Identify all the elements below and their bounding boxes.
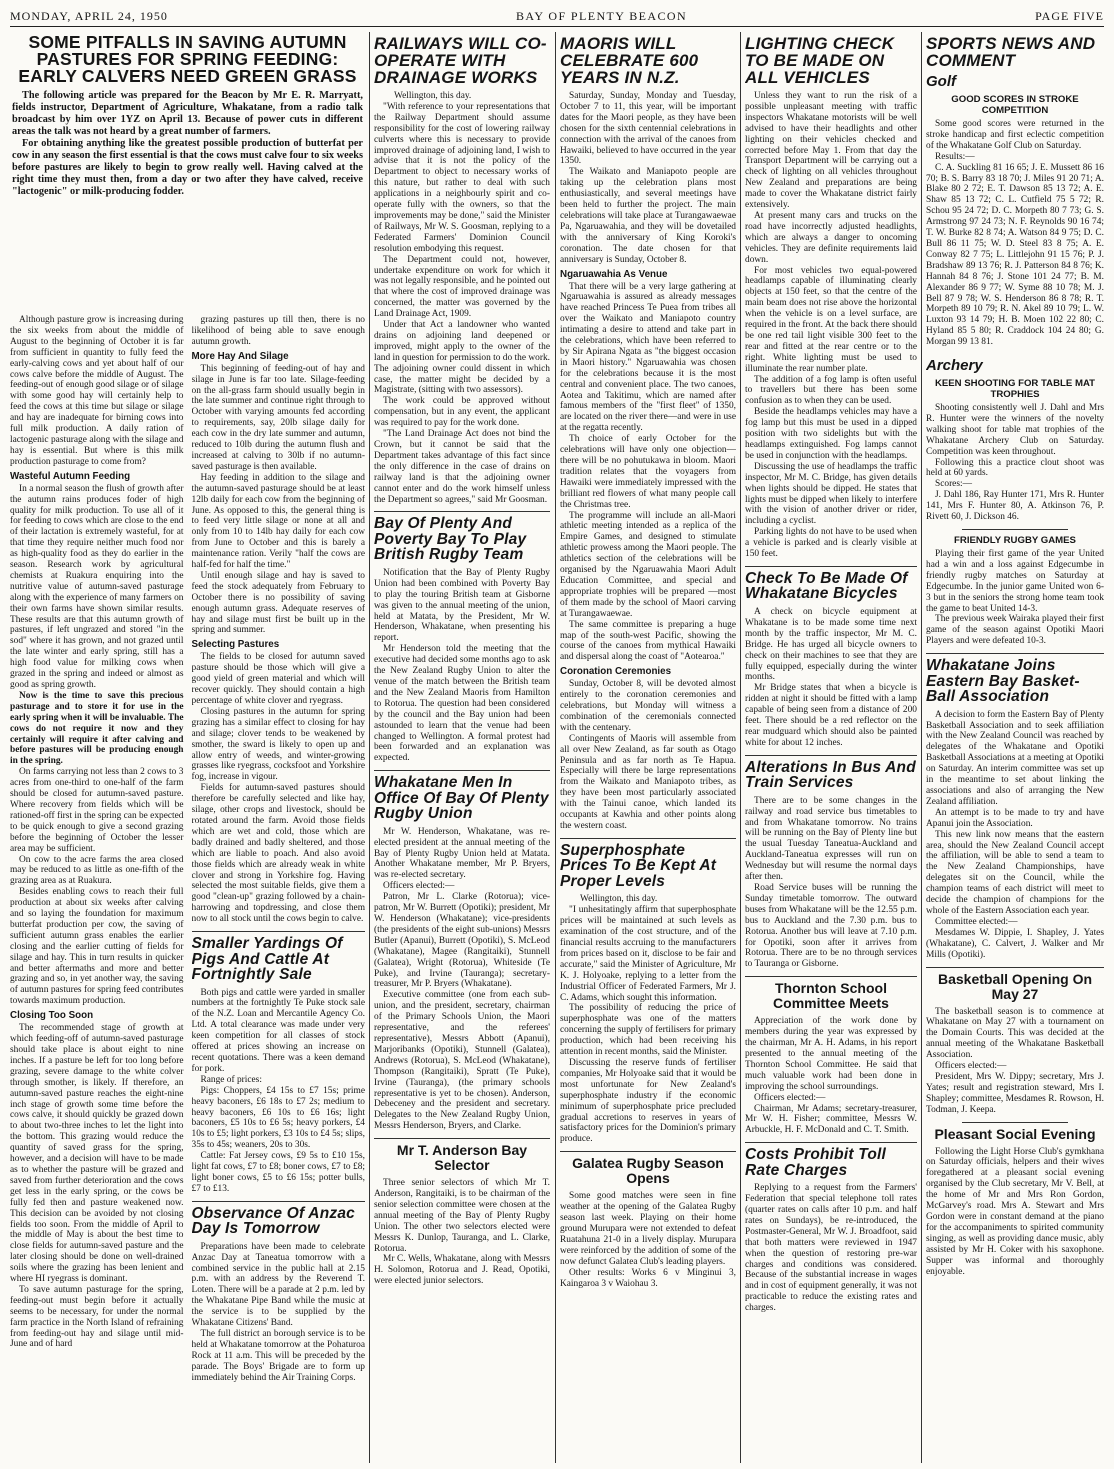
divider [962, 1122, 1069, 1123]
paragraph: Other results: Works 6 v Minginui 3, Kaingaroa 3 v Waiohau 3. [560, 1267, 736, 1289]
lead-body-col-b [192, 315, 366, 1463]
column-3 [374, 32, 550, 1463]
paragraph: Mesdames W. Dippie, I. Shapley, J. Yates (Whakatane), C. Calvert, J. Walker and Mr Mills (Opotiki). [926, 927, 1104, 960]
paragraph: Patron, Mr L. Clarke (Rotorua); vice-patron, Mr W. Burrett (Opotiki); president, Mr W. Henderson (Whakatane); vice-presidents (the presidents of the eight sub-unions) Messrs Butler (Apanui), Burrett (Opotiki), S. McLeod (Whakatane), Magee (Rangitaiki), Stunnell (Galatea), Wright (Rotorua), Whiteside (Te Puke), and Irvine (Tauranga); secretary-treasurer, Mr P. Bryers (Whakatane). [374, 892, 550, 990]
column-rule [921, 32, 922, 1463]
paragraph: President, Mrs W. Dippy; secretary, Mrs J. Yates; result and registration steward, Mrs I. Shapley; committee, Mesdames R. Rowson, H. Todman, J. Keepa. [926, 1071, 1104, 1115]
lead-headline: SOME PITFALLS IN SAVING AUTUMN PASTURES FOR SPRING FEEDING: EARLY CALVERS NEED GREEN GRASS [18, 32, 357, 86]
selector-headline: Mr T. Anderson Bay Selector [396, 1142, 528, 1174]
lead-intro-para: For obtaining anything like the greatest possible production of butterfat per cow in any season the first essential is that the cows must calve four to six weeks before pastures are likely to begin to grow really well. Having calved at the right time they must then, from a day or two after they have calved, receive "lactogenic" or milk-producing fodder. [12, 138, 363, 197]
paragraph: Fields for autumn-saved pastures should therefore be carefully selected and like hay, silage, other crops and livestock, should be rotated around the farm. Avoid those fields which are wet and cold, those which are badly drained and badly sheltered, and those which are liable to poach. And also avoid those fields which are already weak in white clover and strong in Yorkshire fog. Having selected the most suitable fields, give them a good "clean-up" grazing followed by a chain-harrowing and topdressing, and close them now to all stock until the cows begin to calve. [191, 783, 365, 925]
paragraph: Unless they want to run the risk of a possible unpleasant meeting with traffic inspectors Whakatane motorists will be well advised to have their headlights and other lighting on their vehicles checked and corrected before May 1. From that day the Transport Department will be carrying out a check of lighting on all vehicles throughout New Zealand and preparations are being made to cover the Whakatane district fairly extensively. [745, 91, 917, 211]
paragraph: Both pigs and cattle were yarded in smaller numbers at the fortnightly Te Puke stock sale of the N.Z. Loan and Mercantile Agency Co. Ltd. A total clearance was made under very keen competition for all classes of stock offered at prices showing an increase on recent quotations. There was a keen demand for pork. [191, 987, 365, 1074]
dateline: Wellington, this day. [580, 894, 658, 905]
paragraph: Preparations have been made to celebrate Anzac Day at Taneatua tomorrow with a combined service in the public hall at 2.15 p.m. with an address by the Reverend T. Loten. There will be a parade at 2 p.m. led by the Whakatane Pipe Band while the music at the service is to be supplied by the Whakatane Citizens' Band. [191, 1241, 365, 1329]
paragraph: On farms carrying not less than 2 cows to 3 acres from one-third to one-half of the farm should be closed for autumn-saved pasture. Where recovery from fields which will be rationed-off first in the spring can be expected to be quick enough to give a second grazing before the beginning of October the lesser area may be sufficient. [10, 767, 184, 854]
paragraph: Mr C. Wells, Whakatane, along with Messrs H. Solomon, Rotorua and J. Read, Opotiki, were elected junior selectors. [374, 1254, 550, 1287]
paragraph: "The Land Drainage Act does not bind the Crown, but it cannot be said that the Department takes advantage of this fact since the only difference in the case of drains on railway land is that the adjoining owner cannot enter and do the work himself unless the Department so agrees," said Mr Goosman. [374, 429, 550, 505]
paragraph: A decision to form the Eastern Bay of Plenty Basketball Association and to seek affiliation with the New Zealand Council was reached by delegates of the Whakatane and Opotiki Basketball Associations at a meeting at Opotiki on Saturday. An interim committee was set up in the meantime to set about linking the associations and also of arranging the New Zealand affiliation. [926, 709, 1104, 807]
masthead [10, 6, 1104, 27]
golf-label: Golf [926, 73, 956, 90]
paragraph: Officers elected:— [754, 1092, 826, 1103]
paragraph: The addition of a fog lamp is often useful to travellers but there has been some confusion as to when they can be used. [745, 374, 917, 407]
paragraph: Th choice of early October for the celebrations will have only one objection—there will be no pohutukawa in bloom. Maori tradition relates that the voyagers from Hawaiki were immediately impressed with the brilliant red flowers of what many people call the Christmas tree. [560, 434, 736, 510]
paragraph: Mr W. Henderson, Whakatane, was re-elected president at the annual meeting of the Bay of Plenty Rugby Union held at Matata. Another Whakatane member, Mr P. Bryers, was re-elected secretary. [374, 826, 550, 881]
paragraph: "With reference to your representations that the Railway Department should assume responsibility for the cost of lowering railway culverts where this is necessary to provide improved drainage of adjoining land, I wish to advise that it is not the policy of the Department to object to necessary works of this nature, but rather to deal with such applications in a neighbourly spirit and co-operate fully with the owners, so that the improvements may be done," said the Minister of Railways, Mr W. S. Goosman, replying to a Federated Farmers' Dominion Council resolution embodying this request. [374, 101, 550, 254]
paragraph: Pigs: Choppers, £4 15s to £7 15s; prime heavy baconers, £6 18s to £7 2s; medium to heavy baconers, £6 10s to £6 16s; light baconers, £5 10s to £6 5s; heavy porkers, £4 10s to £5; light porkers, £3 10s to £4 5s; slips, 35s to 45s; weaners, 20s to 30s. [191, 1085, 365, 1151]
paragraph: The fields to be closed for autumn saved pasture should be those which will give a good yield of green material and which will recover quickly. They should contain a high percentage of white clover and ryegrass. [191, 652, 365, 706]
paragraph: Road Service buses will be running the Sunday timetable tomorrow. The outward buses from Whakatane will be the 12.55 p.m. bus to Auckland and the 7.30 p.m. bus to Rotorua. Another bus will leave at 7.10 p.m. for Opotiki, soon after it arrives from Rotorua. There are to be no through services to Tauranga or Gisborne. [745, 883, 917, 970]
subheading: More Hay And Silage [191, 350, 289, 362]
page-number: PAGE FIVE [1035, 8, 1104, 23]
archery-subheading: KEEN SHOOTING FOR TABLE MAT TROPHIES [934, 378, 1096, 401]
bicycles-headline: Check To Be Made Of Whakatane Bicycles [745, 569, 908, 603]
divider [745, 1142, 917, 1143]
paragraph: The recommended stage of growth at which feeding-off of autumn-saved pasturage should take place is about eight to nine inches. If a pasture be left for too long before grazing, severe damage to the white colver through smother, is likely. If therefore, an autumn-saved pasture reaches the eight-nine inch stage of growth some time before the cows calve, it should quickly be grazed down to about two-three inches to let the light into the bottom. This grazing would reduce the quantity of saved grass for the spring, however, and a decision will have to be made as to whether the pasture will be grazed and saved from further deterioration and the cows get less in the early spring, or the cows be fully fed then and pasture weakened now. This decision can be avoided by not closing fields too soon. From the middle of April to the middle of May is about the best time to close fields for autumn-saved pasture and the later closing should be done on well-drained soils where the grazing has been lenient and where HI ryegrass is dominant. [10, 1023, 184, 1285]
paragraph: That there will be a very large gathering at Ngaruawahia is assured as already messages have reached Princess Te Puea from tribes all over the Waikato and Maniapoto country intimating a desire to attend and take part in the celebrations, which have been referred to by Sir Apirana Ngata as "the biggest occasion in Maori history." Ngaruawahia was chosen for the celebrations because it is the most central and convenient place. The two canoes, Aotea and Takitimu, which are named after famous members of the "first fleet" of 1350, are located on the river there—and were in use at the regatta recently. [560, 281, 736, 434]
paragraph: grazing pastures up till then, there is no likelihood of being able to save enough autumn growth. [191, 315, 365, 347]
divider [374, 1138, 550, 1139]
divider [560, 838, 736, 839]
paragraph: At present many cars and trucks on the road have incorrectly adjusted headlights, which are always a danger to oncoming vehicles. They are definite requirements laid down. [745, 210, 917, 265]
paragraph: Beside the headlamps vehicles may have a fog lamp but this must be used in a dipped position with two sidelights but with the headlamps extinguished. Fog lamps cannot be used in conjunction with the headlamps. [745, 407, 917, 461]
subheading: Ngaruawahia As Venue [560, 268, 668, 280]
divider [745, 755, 917, 756]
bball-opening-headline: Basketball Opening On May 27 [937, 970, 1093, 1002]
divider [745, 566, 917, 567]
paragraph: Discussing the reserve funds of fertiliser companies, Mr Holyoake said that it would be most unfortunate for New Zealand's superphosphate industry if the economic minimum of superphosphate price precluded gradual accretions to reserves in years of satisfactory prices for the Dominion's primary produce. [560, 1058, 736, 1145]
lead-intro-para: The following article was prepared for the Beacon by Mr E. R. Marryatt, fields instructor, Department of Agriculture, Whakatane, from a radio talk broadcast by him over 1YZ on April 13. Because of power cuts in different areas the talk was not heard by a great number of farmers. [12, 90, 363, 137]
paragraph: The same committee is preparing a huge map of the south-west Pacific, showing the course of the canoes from mythical Hawaiki and dispersal along the coast of "Aotearoa." [560, 619, 736, 663]
divider [926, 967, 1104, 968]
divider [374, 511, 550, 512]
paragraph: Committee elected:— [935, 916, 1018, 927]
column-rule [555, 32, 556, 1463]
archery-label: Archery [926, 357, 983, 375]
paragraph: Chairman, Mr Adams; secretary-treasurer, Mr W. H. Fisher; committee, Messrs W. Arbuckle, H. F. McDonald and C. T. Smith. [745, 1103, 917, 1136]
paragraph: The previous week Wairaka played their first game of the season against Opotiki Maori Players and were defeated 10-3. [926, 614, 1104, 647]
paragraph: J. Dahl 186, Ray Hunter 171, Mrs R. Hunter 141, Mrs F. Hunter 80, A. Atkinson 76, P. Rivett 60, J. Dickson 46. [926, 490, 1104, 523]
paragraph: On cow to the acre farms the area closed may be reduced to as little as one-fifth of the grazing area as at Ruakura. [10, 854, 184, 887]
paragraph: The Waikato and Maniapoto people are taking up the celebration plans most enthusiastically, and several meetings have been held to further the project. The main celebrations will take place at Turangawaewae Pa, Ngaruawahia, and they will be dovetailed with the anniversary of King Koroki's coronation. The date chosen for that anniversary is Sunday, October 8. [560, 167, 736, 265]
column-4 [560, 32, 736, 1463]
social-headline: Pleasant Social Evening [934, 1125, 1096, 1142]
column-5 [745, 32, 917, 1463]
galatea-headline: Galatea Rugby Season Opens [572, 1155, 724, 1187]
subheading: Closing Too Soon [10, 1010, 94, 1022]
paragraph: Replying to a request from the Farmers' Federation that special telephone toll rates (quarter rates on calls after 10 p.m. and half rates on Sundays), be re-introduced, the Postmaster-General, Mr W. J. Broadfoot, said that both matters were reviewed in 1947 when the question of restoring pre-war charges and conditions was considered. Because of the substantial increase in wages and in cost of equipment generally, it was not practicable to reduce the existing rates and charges. [745, 1183, 917, 1314]
paragraph: Officers elected:— [935, 1061, 1007, 1072]
paragraph: Scores:— [935, 479, 972, 490]
paragraph: Some good scores were returned in the stroke handicap and first eclectic competition of the Whakatane Golf Club on Saturday. [926, 119, 1104, 151]
paragraph: Executive committee (one from each sub-union, and the president, secretary, chairman of the Primary Schools Union, the Maori representative, and the referees' representative), Messrs Abbott (Apanui), Marjoribanks (Opotiki), Stunnell (Galatea), Andrews (Rotorua), S. McLeod (Whakatane), Thompson (Rangitaiki), Spratt (Te Puke), Irvine (Tauranga), (the primary schools representative is yet to be chosen). Anderson, Debeceney and the president and secretary. Delegates to the New Zealand Rugby Union, Messrs Henderson, Bryers, and Clarke. [374, 990, 550, 1132]
paragraph: Parking lights do not have to be used when a vehicle is parked and is clearly visible at 150 feet. [745, 527, 917, 560]
thornton-headline: Thornton School Committee Meets [773, 980, 889, 1012]
lead-body-col-a [10, 315, 184, 1463]
lead-intro [12, 90, 363, 198]
paragraph: Cattle: Fat Jersey cows, £9 5s to £10 15s, light fat cows, £7 to £8; boner cows, £7 to £8; light boner cows, £5 to £6 15s; potter bulls, £7 to £13. [191, 1151, 365, 1194]
paragraph: Following this a practice clout shoot was held at 60 yards. [926, 457, 1104, 479]
divider [926, 653, 1104, 654]
paragraph: An attempt is to be made to try and have Apanui join the Association. [926, 807, 1104, 829]
divider [374, 770, 550, 771]
basketball-headline: Whakatane Joins Eastern Bay Basket-Ball Association [926, 657, 1080, 706]
bus-headline: Alterations In Bus And Train Services [745, 758, 916, 792]
column-rule [740, 32, 741, 1463]
divider [192, 931, 366, 932]
paragraph: The basketball season is to commence at Whakatane on May 27 with a tournament on the Domain Courts. This was decided at the annual meeting of the Whakatane Basketball Association. [926, 1006, 1104, 1061]
paper-name: BAY OF PLENTY BEACON [516, 8, 688, 23]
paragraph: There are to be some changes in the railway and road service bus timetables to and from Whakatane tomorrow. No trains will be running on the Bay of Plenty line but the usual Tuesday Taneatua-Auckland and Auckland-Taneatua expresses will run on Wednesday but will resume the normal days after then. [745, 795, 917, 883]
paragraph: A check on bicycle equipment at Whakatane is to be made some time next month by the traffic inspector, Mr M. C. Bridge. He has urged all bicycle owners to check on their machines to see that they are fully equipped, especially during the winter months. [745, 606, 917, 683]
paragraph: Under that Act a landowner who wanted drains on adjoining land deepened or improved, might apply to the owner of the land in question for permission to do the work. The adjoining owner could dissent in which case, the matter might be decided by a Magistrate, (sitting with two assessors). [374, 320, 550, 396]
column-rule [369, 32, 370, 1463]
paragraph: Besides enabling cows to reach their full production at about six weeks after calving and so laying the foundation for maximum butterfat production per cow, the saving of sufficient autumn grass enables the earlier closing and the earlier cutting of fields for silage and hay. This in turn results in quicker and better aftermaths and more and better grazing and so, in yet another way, the saving of autumn pastures for spring feed contributes towards maximum production. [10, 887, 184, 1007]
subheading: Selecting Pastures [191, 639, 280, 651]
paragraph: The Department could not, however, undertake expenditure on work for which it was not legally responsible, and he pointed out that where the cost of improved drainage was concerned, the matter was governed by the Land Drainage Act, 1909. [374, 254, 550, 320]
subheading: Coronation Ceremonies [560, 666, 672, 678]
paragraph: Appreciation of the work done by members during the year was expressed by the chairman, Mr A. H. Adams, in his report presented to the annual meeting of the Thornton School Committee. He said that much valuable work had been done in improving the school surroundings. [745, 1016, 917, 1092]
paragraph: Some good matches were seen in fine weather at the opening of the Galatea Rugby season last week. Playing on their home ground Murupara were not extended to defeat Ruatahuna 21-0 in a lively display. Murupara were reinforced by the addition of some of the now defunct Galatea Club's leading players. [560, 1191, 736, 1267]
anzac-headline: Observance Of Anzac Day Is Tomorrow [191, 1204, 355, 1238]
paragraph: Mr Henderson told the meeting that the executive had decided some months ago to ask the New Zealand Rugby Union to alter the venue of the match between the British team and the New Zealand Maoris from Hamilton to Rotorua. The question had been considered by the council and the Bay union had been astounded to learn that the venue had been changed to Wellington. A formal protest had been forwarded and an explanation was expected. [374, 644, 550, 764]
divider [560, 1151, 736, 1152]
paragraph: Although pasture grow is increasing during the six weeks from about the middle of August to the beginning of October it is far from sufficient in quantity to fully feed the early-calving cows and yet about half of our cows calve before the middle of August. The feeding-out of enough good silage or of silage with some good hay will certainly help to feed the cows at this time but silage or silage and hay are inadequate for birning cows into full milk production. A daily ration of lactogenic pasturage along with the silage and hay is essential. But where is this milk production pasturage to come from? [10, 315, 184, 467]
paragraph: In a normal season the flush of growth after the autumn rains produces foder of high quality for milk production. To use all of it for feeding to cows which are close to the end of their lactation is extremely wasteful, for at that time they require neither much food nor as high-quality food as they do earlier in the season. Research work by agricultural chemists at Ruakura enquiring into the nutritive value of autumn-saved pasturage along with the experience of many farmers on their own farms have shown similar results. These results are that this autumn growth of pastures, if left ungrazed and stored "in the sod" where it has grown, and not grazed until the late winter and early spring, still has a high food value for milking cows when grazed in the spring and indeed or almost as good as spring growth. [10, 483, 184, 690]
paragraph: To save autumn pasturage for the spring, feeding-out must begin before it actually seems to be necessary, for under the normal farm practice in the North Island of refraining from feeding-out hay and silage until mid-June and of hard [10, 1284, 184, 1350]
paragraph: Results:— [935, 151, 975, 162]
paragraph: "I unhesitatingly affirm that superphosphate prices will be maintained at such levels as examination of the cost structure, and of the financial results accruing to the manufacturers from prices based on it, disclose to be fair and accurate," said the Minister of Agriculture, Mr K. J. Holyoake, replying to a letter from the Industrial Officer of Federated Farmers, Mr J. C. Adams, which sought this information. [560, 905, 736, 1003]
toll-headline: Costs Prohibit Toll Rate Charges [745, 1146, 886, 1179]
paragraph: Now is the time to save this precious pasturage and to store it for use in the early spring when it will be invaluable. The cows do not require it now and they certainly will require it after calving and before pastures will be producing enough in the spring. [10, 690, 184, 767]
paragraph: C. A. Suckling 81 16 65; J. E. Mussett 86 16 70; B. S. Barry 83 18 70; J. Miles 91 20 71; A. Blake 80 2 72; E. T. Dawson 85 13 72; A. E. Shaw 85 13 72; C. L. Cutfield 75 5 72; R. Schou 95 24 72; D. C. Morpeth 80 7 73; G. S. Armstrong 97 24 73; N. F. Reynolds 90 16 74; T. W. Burke 82 8 74; A. Watson 84 9 75; D. C. Bull 86 11 75; W. D. Steel 83 8 75; A. E. Conway 82 7 75; L. Littlejohn 91 15 76; P. J. Bradshaw 89 13 76; R. J. Patterson 84 8 76; K. Hannah 84 8 76; J. Stone 101 24 77; B. M. Alexander 86 9 77; W. Syme 88 10 78; M. J. Bell 87 9 78; W. S. Henderson 86 8 78; R. T. Morpeth 89 10 79; R. N. Akel 89 10 79; L. W. Luxton 93 14 79; H. B. Moen 102 22 80; C. Hyland 85 5 80; R. Craddock 104 24 80; G. Morgan 99 13 81. [926, 162, 1104, 348]
paragraph: Three senior selectors of which Mr T. Anderson, Rangitaiki, is to be chairman of the senior selection committee were chosen at the annual meeting of the Bay of Plenty Rugby Union. The other two selectors elected were Messrs K. Dunlop, Tauranga, and L. Clarke, Rotorua. [374, 1178, 550, 1254]
lead-body [10, 315, 365, 1463]
divider [745, 976, 917, 977]
paragraph: Following the Light Horse Club's gymkhana on Saturday officials, helpers and their wives foregathered at a pleasant social evening organised by the Club secretary, Mr V. Bell, at the home of Mr and Mrs Ron Gordon, McGarvey's road. Mrs A. Stewart and Mrs Gordon were in constant demand at the piano for the accompaniments to spirited community singing, as well as providing dance music, ably assisted by Mr H. Coker with his saxophone. Supper was informal and thoroughly enjoyable. [926, 1146, 1104, 1277]
divider [962, 529, 1069, 530]
paragraph: For most vehicles two equal-powered headlamps capable of illuminating clearly objects at 150 feet, so that the centre of the main beam does not rise above the horizontal when the vehicle is on a level surface, are required in the front. At the back there should be one red tail light visible 300 feet to the rear and fitted at the rear centre or to the right. White lighting must be used to illuminate the rear number plate. [745, 265, 917, 374]
sports-headline: SPORTS NEWS AND COMMENT [926, 34, 1096, 70]
paragraph: Sunday, October 8, will be devoted almost entirely to the coronation ceremonies and celebrations, but Monday will witness a combination of the ceremonials connected with the centenary. [560, 679, 736, 733]
paragraph: The possibility of reducing the price of superphosphate was one of the matters concerning the supply of fertilisers for primary production, which had been receiving his attention in recent months, said the Minister. [560, 1003, 736, 1058]
lead-article [10, 32, 365, 1463]
officers-headline: Whakatane Men In Office Of Bay Of Plenty Rugby Union [374, 774, 549, 823]
column-6-sports [926, 32, 1104, 1463]
paragraph: This beginning of feeding-out of hay and silage in June is far too late. Silage-feeding on the all-grass farm should usually begin in the late summer and continue right through to October with varying amounts fed according to requirements, say, 20lb silage daily for each cow in the dry late summer and autumn, reduced to 10lb during the autumn flush and increased at calving to 30lb if no autumn-saved pasturage is then available. [191, 363, 365, 472]
superphosphate-headline: Superphosphate Prices To Be Kept At Proper Levels [560, 841, 717, 890]
lighting-headline: LIGHTING CHECK TO BE MADE ON ALL VEHICLES [745, 34, 895, 87]
paragraph: Until enough silage and hay is saved to feed the stock adequately from February to October there is no possibility of saving enough autumn grass. Adequate reserves of hay and silage must first be built up in the spring and summer. [191, 570, 365, 636]
paragraph: This new link now means that the eastern area, should the New Zealand Council accept the affiliation, will be able to send a team to the New Zealand Championships, have delegates sit on the Council, while the champion teams of each district will meet to decide the champion of champions for the whole of the Eastern Association each year. [926, 829, 1104, 916]
subheading: Wasteful Autumn Feeding [10, 470, 131, 482]
paragraph: Contingents of Maoris will assemble from all over New Zealand, as far south as Otago Peninsula and as far north as Te Hapua. Especially will there be large representations from the Waikato and Maniapoto tribes, as they have been most particularly associated with the Tainui canoe, which landed its occupants at Kawhia and other points along the western coast. [560, 733, 736, 831]
paragraph: Range of prices: [200, 1074, 262, 1085]
paragraph: Closing pastures in the autumn for spring grazing has a similar effect to closing for hay and silage; clover tends to be weakened by smother, the sward is likely to open up and allow entry of weeds, and winter-growing grasses like ryegrass, cocksfoot and Yorkshire fog, increase in vigour. [191, 706, 365, 783]
paragraph: The programme will include an all-Maori athletic meeting intended as a replica of the Empire Games, and designed to stimulate athletic prowess among the Maori people. The athletics section of the celebrations will be organised by the Ngaruawahia Maori Adult Education Committee, and special and appropriate trophies will be prepared —most of them made by the school of Maori carving at Turangawaewae. [560, 510, 736, 619]
divider [192, 1201, 366, 1202]
paragraph: The work could be approved without compensation, but in any event, the applicant was required to pay for the work done. [374, 396, 550, 429]
paragraph: Discussing the use of headlamps the traffic inspector, Mr M. C. Bridge, has given details when lights should be dipped. He states that lights must be dipped when likely to interfere with the vision of another driver or rider, including a cyclist. [745, 461, 917, 527]
paragraph: Hay feeding in addition to the silage and the autumn-saved pasturage should be at least 12lb daily for each cow from the beginning of June. As opposed to this, the general thing is to feed very little silage or none at all and only from 10 to 14lb hay daily for each cow from June to October and this is barely a maintenance ration. Verily "half the cows are half-fed for half the time." [191, 472, 365, 571]
paragraph: Saturday, Sunday, Monday and Tuesday, October 7 to 11, this year, will be important dates for the Maori people, as they have been chosen for the sixth centennial celebrations in connection with the arrival of the canoes from Hawaiki, believed to have occurred in the year 1350. [560, 91, 736, 167]
paragraph: Officers elected:— [383, 881, 455, 892]
maoris-headline: MAORIS WILL CELEBRATE 600 YEARS IN N.Z. [560, 34, 699, 87]
issue-date: MONDAY, APRIL 24, 1950 [10, 8, 168, 23]
golf-subheading: GOOD SCORES IN STROKE COMPETITION [951, 94, 1079, 116]
rugby-team-headline: Bay Of Plenty And Poverty Bay To Play British Rugby Team [374, 515, 527, 564]
railways-headline: RAILWAYS WILL CO-OPERATE WITH DRAINAGE WORKS [374, 34, 547, 87]
paragraph: Shooting consistently well J. Dahl and Mrs R. Hunter were the winners of the novelty walking shoot for table mat trophies of the Whakatane Archery Club on Saturday. Competition was keen throughout. [926, 403, 1104, 457]
paragraph: The full district an borough service is to be held at Whakatane tomorrow at the Pohaturoa Rock at 11 a.m. This will be preceded by the parade. The Boys' Brigade are to form up immediately behind the Air Training Corps. [191, 1329, 365, 1383]
dateline: Wellington, this day. [394, 91, 472, 101]
friendly-subheading: FRIENDLY RUGBY GAMES [954, 535, 1076, 546]
yardings-headline: Smaller Yardings Of Pigs And Cattle At Fortnightly Sale [191, 935, 343, 984]
paragraph: Mr Bridge states that when a bicycle is ridden at night it should be fitted with a lamp capable of being seen from a distance of 200 feet. There should be a red reflector on the rear mudguard which should also be painted white for about 12 inches. [745, 683, 917, 748]
paragraph: Notification that the Bay of Plenty Rugby Union had been combined with Poverty Bay to play the touring British team at Gisborne was given to the annual meeting of the union, held at Matata, by the President, Mr W. Henderson, Whakatane, when presenting his report. [374, 567, 550, 644]
paragraph: Playing their first game of the year United had a win and a loss against Edgecumbe in friendly rugby matches on Saturday at Edgecumbe. In the junior game United won 6-3 but in the seniors the strong home team took the game to beat United 14-3. [926, 549, 1104, 614]
